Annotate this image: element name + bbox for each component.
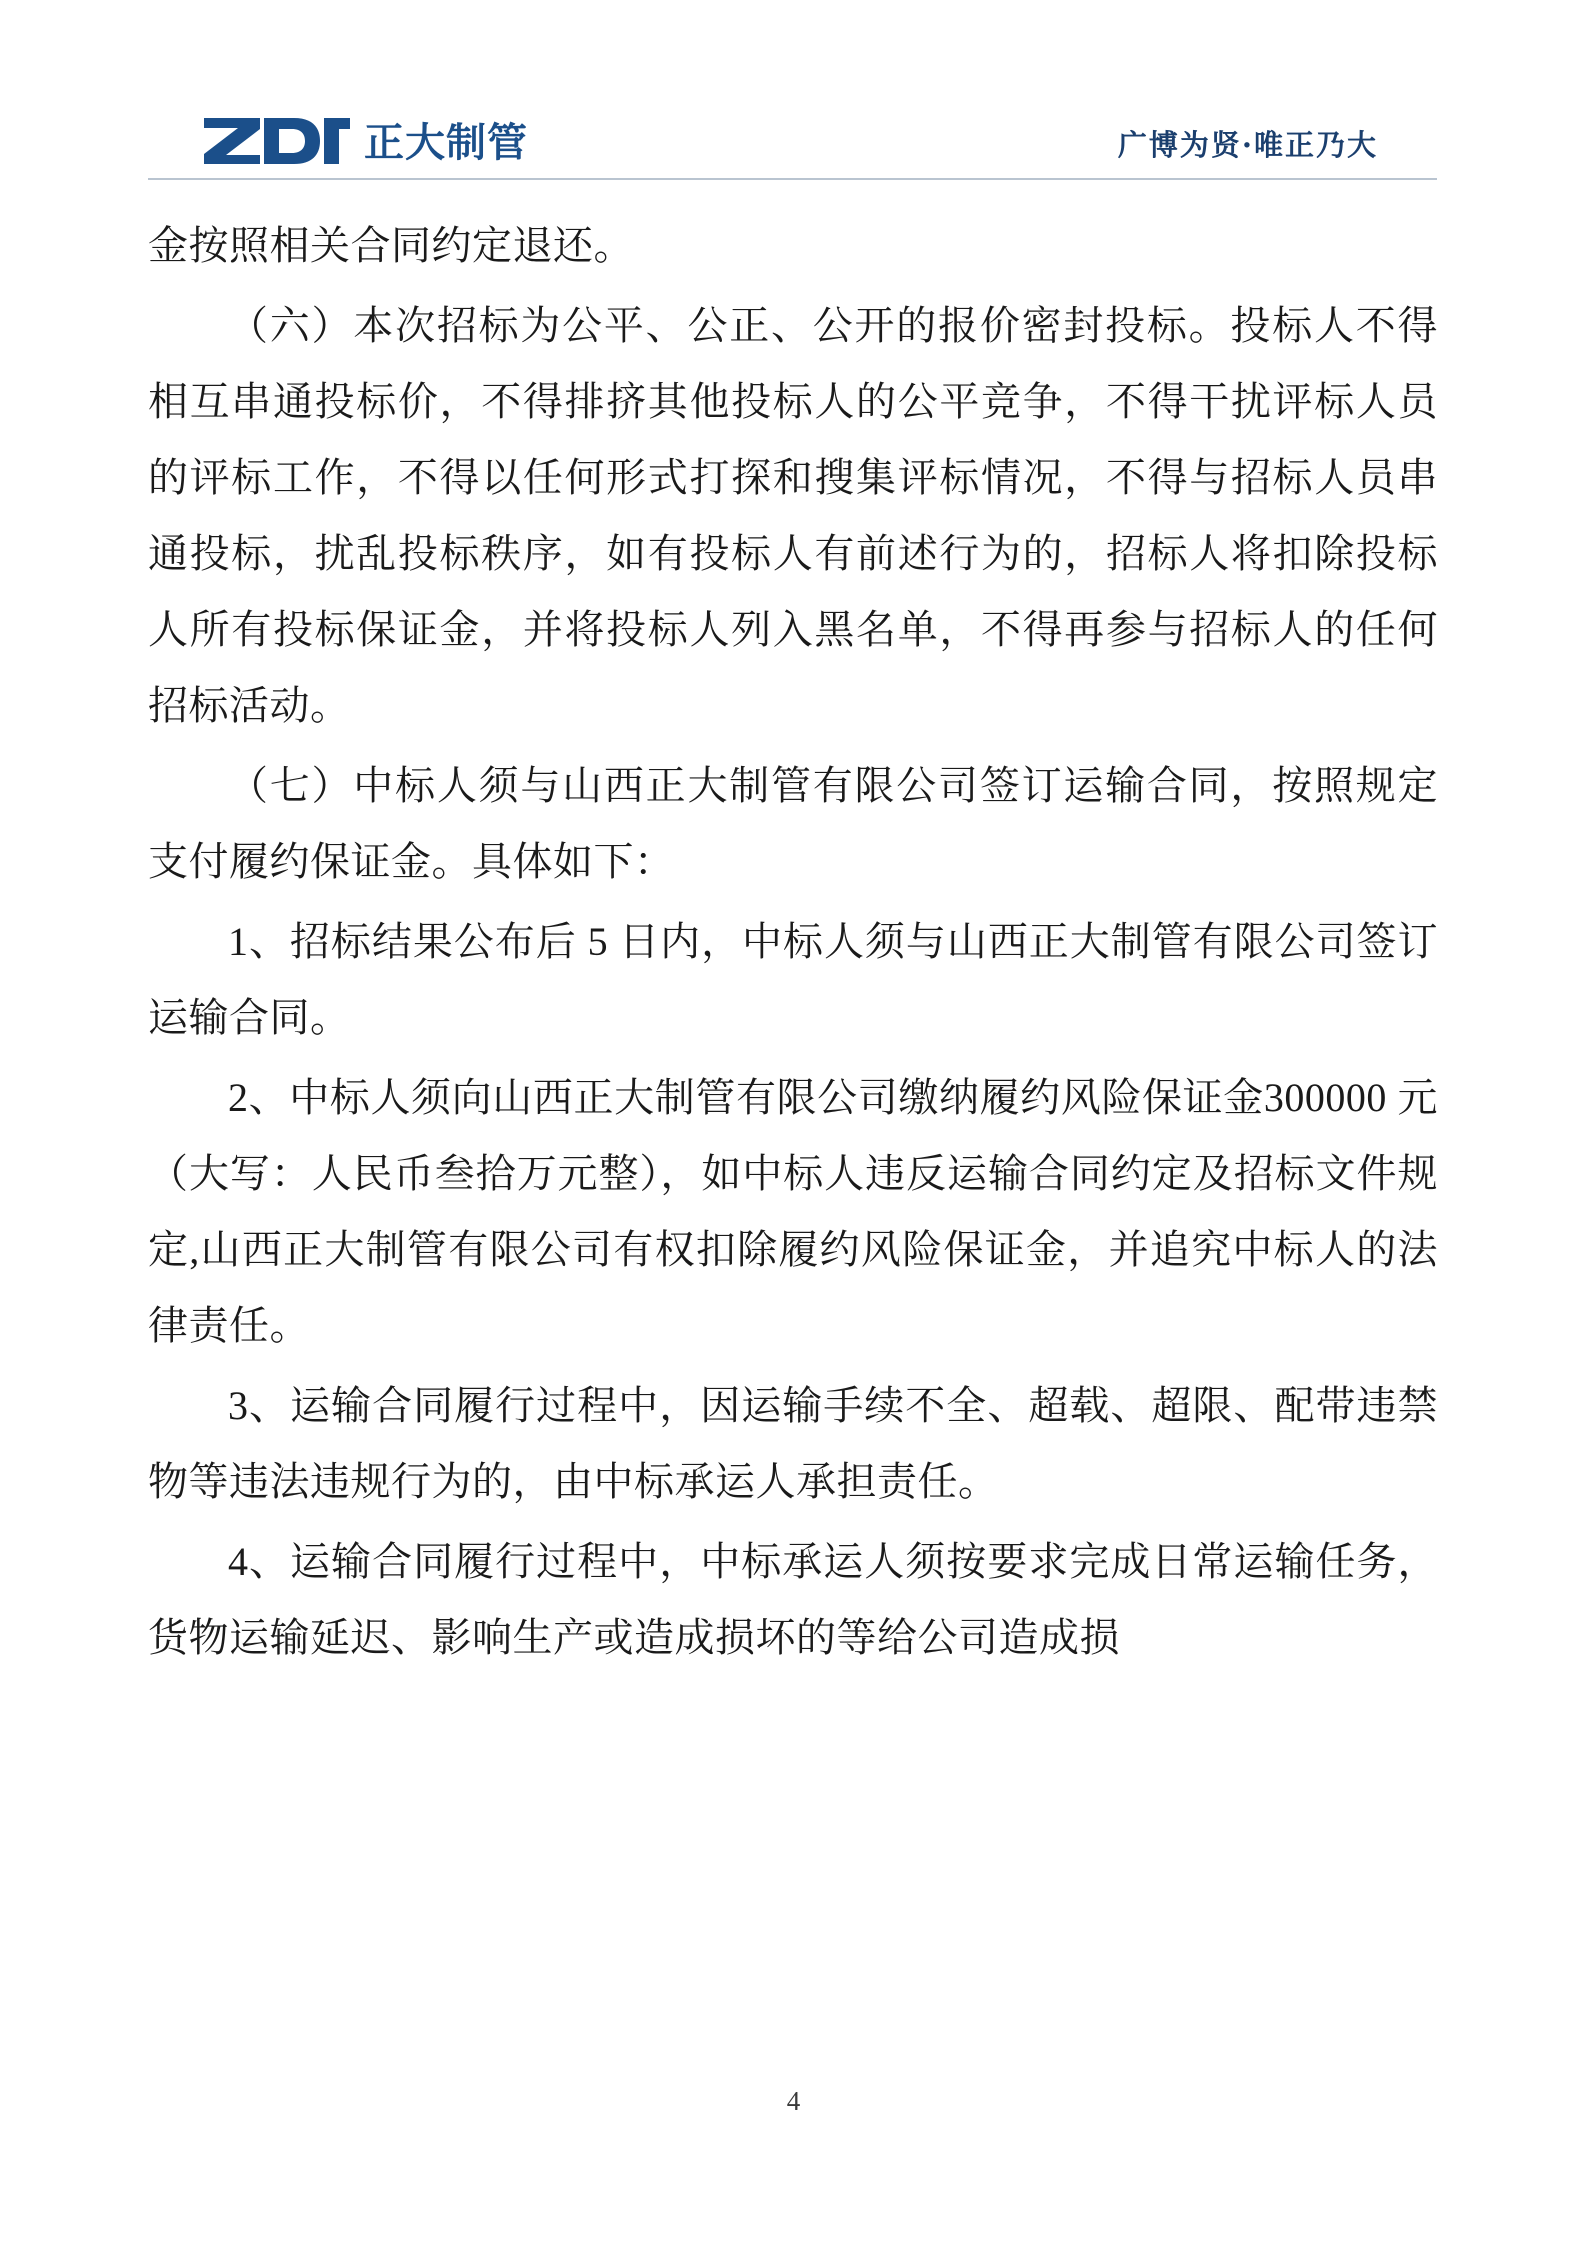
company-logo-name: 正大制管 [364, 120, 528, 166]
paragraph-continued: 金按照相关合同约定退还。 [148, 223, 634, 268]
company-logo [200, 114, 528, 173]
paragraph-item-6: （六）本次招标为公平、公正、公开的报价密封投标。投标人不得相互串通投标价，不得排挤其他投标人的公平竞争，不得干扰评标人员的评标工作，不得以任何形式打探和搜集评标情况，不得与招标人员串通投标，扰乱投标秩序，如有投标人有前述行为的，招标人将扣除投标人所有投标保证金，并将投标人列入黑名单，不得再参与招标人的任何招标活动。 [148, 303, 1438, 728]
page-header [200, 108, 1382, 178]
paragraph-sub-4: 4、运输合同履行过程中，中标承运人须按要求完成日常运输任务，货物运输延迟、影响生产或造成损坏的等给公司造成损 [148, 1539, 1438, 1660]
paragraph-item-7: （七）中标人须与山西正大制管有限公司签订运输合同，按照规定支付履约保证金。具体如下： [148, 763, 1438, 884]
header-divider [148, 178, 1437, 180]
paragraph-sub-2: 2、中标人须向山西正大制管有限公司缴纳履约风险保证金300000 元（大写：人民币叁拾万元整），如中标人违反运输合同约定及招标文件规定,山西正大制管有限公司有权扣除履约风险保证金，并追究中标人的法律责任。 [148, 1075, 1438, 1348]
company-slogan: 广博为贤·唯正乃大 [1117, 127, 1378, 162]
paragraph-sub-1: 1、招标结果公布后 5 日内，中标人须与山西正大制管有限公司签订运输合同。 [148, 919, 1438, 1040]
document-body [148, 208, 1438, 1676]
paragraph-sub-3: 3、运输合同履行过程中，因运输手续不全、超载、超限、配带违禁物等违法违规行为的，由中标承运人承担责任。 [148, 1383, 1438, 1504]
zdp-logo-icon [200, 114, 350, 173]
page-number: 4 [786, 2086, 801, 2116]
